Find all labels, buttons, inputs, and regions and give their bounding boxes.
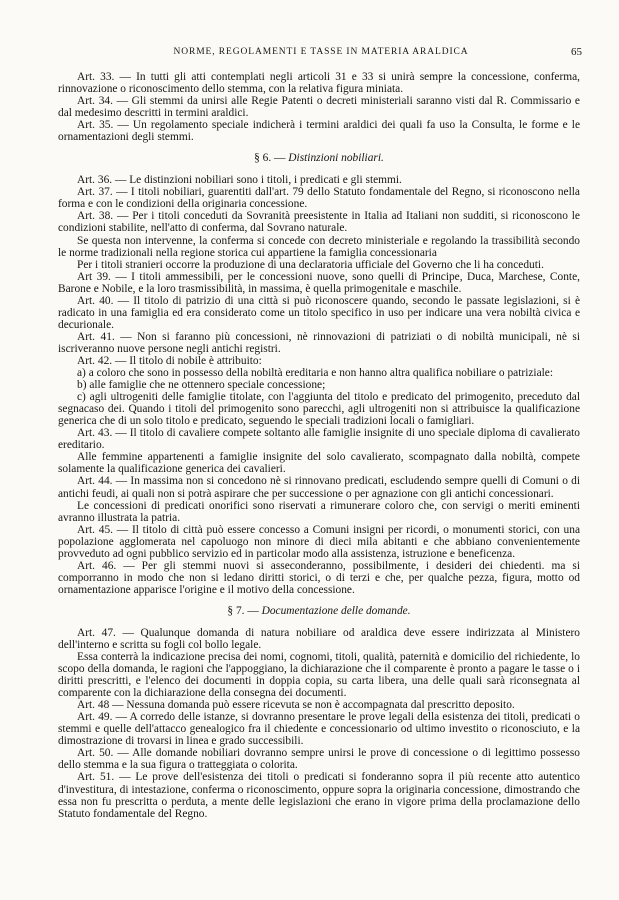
section-title: Documentazione delle domande. <box>261 604 411 617</box>
section-heading <box>58 605 580 617</box>
page-number: 65 <box>571 46 582 58</box>
paragraph: Art. 35. — Un regolamento speciale indicherà i termini araldici dei quali fa uso la Consulta, le forme e le ornamentazioni degli stemmi. <box>58 119 580 144</box>
paragraph: Art. 49. — A corredo delle istanze, si dovranno presentare le prove legali della esistenza dei titoli, predicati o stemmi e quelle dell'attacco genealogico fra il chiedente e concessionario od ultimo investito o riconosciuto, e la dimostrazione di trovarsi in linea e grado successibili. <box>58 711 580 748</box>
paragraph: Art. 51. — Le prove dell'esistenza dei titoli o predicati si fonderanno sopra il più recente atto autentico d'investitura, di intestazione, conferma o riconoscimento, oppure sopra la originaria concessione, dimostrando che essa non fu prescritta o perduta, a mente delle legislazioni che erano in vigore prima della proclamazione dello Statuto fondamentale del Regno. <box>58 771 580 820</box>
paragraph: Art. 46. — Per gli stemmi nuovi si asseconderanno, possibilmente, i desideri dei chiedenti. ma si comporranno in modo che non si ledano diritti storici, o di terzi e che, per qualche pezza, figura, motto od ornamentazione apparisce l'origine e il motivo della concessione. <box>58 559 580 596</box>
paragraph: Art. 45. — Il titolo di città può essere concesso a Comuni insigni per ricordi, o monumenti storici, con una popolazione agglomerata nel capoluogo non minore di dieci mila abitanti e che abbiano convenientemente provveduto ad ogni pubblico servizio ed in particolar modo alla assistenza, istruzione e beneficenza. <box>58 523 580 560</box>
paragraph: Art. 47. — Qualunque domanda di natura nobiliare od araldica deve essere indirizzata al Ministero dell'interno e scritta su fogli col bollo legale. <box>58 626 580 651</box>
running-header <box>60 47 582 61</box>
paragraph: Art. 34. — Gli stemmi da unirsi alle Regie Patenti o decreti ministeriali saranno visti dal R. Commissario e dal medesimo descritti in termini araldici. <box>58 95 580 120</box>
paragraph: Se questa non intervenne, la conferma si concede con decreto ministeriale e regolando la trassibilità secondo le norme tradizionali nella regione storica cui appartiene la famiglia concessionaria <box>58 234 580 259</box>
running-title: NORME, REGOLAMENTI E TASSE IN MATERIA ARALDICA <box>173 47 469 57</box>
list-item: c) agli ultrogeniti delle famiglie titolate, con l'aggiunta del titolo e predicato del primogenito, preceduto dal segnacaso dei. Quando i titoli del primogenito sono parecchi, agli ultrogeniti non si attribuisce la qualificazione generica che di un solo titolo e predicato, seguendo le speciali tradizioni locali o famigliari. <box>58 391 580 428</box>
list-item: b) alle famiglie che ne ottennero speciale concessione; <box>77 379 326 392</box>
paragraph: Alle femmine appartenenti a famiglie insignite del solo cavalierato, scompagnato dalla nobiltà, compete solamente la qualificazione generica dei cavalieri. <box>58 451 580 476</box>
section-number: § 6. — <box>254 152 286 165</box>
paragraph: Per i titoli stranieri occorre la produzione di una declaratoria ufficiale del Governo che li ha conceduti. <box>77 258 544 271</box>
section-number: § 7. — <box>227 604 259 617</box>
paragraph: Art. 33. — In tutti gli atti contemplati negli articoli 31 e 33 si unirà sempre la concessione, conferma, rinnovazione o riconoscimento dello stemma, con la relativa figura miniata. <box>58 71 580 96</box>
paragraph: Art. 36. — Le distinzioni nobiliari sono i titoli, i predicati e gli stemmi. <box>77 174 402 187</box>
paragraph: Art. 38. — Per i titoli conceduti da Sovranità preesistente in Italia ad Italiani non sudditi, si riconoscono le condizioni stabilite, nell'atto di conferma, dal Sovrano naturale. <box>58 210 580 235</box>
section-title: Distinzioni nobiliari. <box>288 152 384 165</box>
section-heading <box>58 152 580 164</box>
paragraph: Le concessioni di predicati onorifici sono riservati a rimunerare coloro che, con servigi o meriti eminenti avranno illustrata la patria. <box>58 499 580 524</box>
paragraph: Art 39. — I titoli ammessibili, per le concessioni nuove, sono quelli di Principe, Duca, Marchese, Conte, Barone e Nobile, e la loro trasmissibilità, in massima, è quella primogenitale e maschile. <box>58 270 580 295</box>
paragraph: Art. 44. — In massima non si concedono nè si rinnovano predicati, escludendo sempre quelli di Comuni o di antichi feudi, ai quali non si potrà aspirare che per successione o per agnazione con gli antichi concessionari. <box>58 475 580 500</box>
paragraph: Art. 43. — Il titolo di cavaliere compete soltanto alle famiglie insignite di uno speciale diploma di cavalierato ereditario. <box>58 427 580 452</box>
paragraph: Art. 40. — Il titolo di patrizio di una città si può riconoscere quando, secondo le passate legislazioni, si è radicato in una famiglia ed era considerato come un titolo specifico in uso per indicare una vera nobiltà civica e decurionale. <box>58 294 580 331</box>
paragraph: Art. 50. — Alle domande nobiliari dovranno sempre unirsi le prove di concessione o di legittimo possesso dello stemma e la sua figura o tratteggiata o colorita. <box>58 747 580 772</box>
paragraph: Art. 42. — Il titolo di nobile è attribuito: <box>77 354 262 367</box>
paragraph: Essa conterrà la indicazione precisa dei nomi, cognomi, titoli, qualità, paternità e domicilio del richiedente, lo scopo della domanda, le ragioni che l'appoggiano, la dichiarazione che il comparente è pronto a pagare le tasse o i diritti prescritti, e l'elenco dei documenti in doppia copia, su carta libera, una delle quali sarà riconsegnata al comparente con la dichiarazione della consegna dei documenti. <box>58 651 580 700</box>
paragraph: Art. 37. — I titoli nobiliari, guarentiti dall'art. 79 dello Statuto fondamentale del Regno, si riconoscono nella forma e con le condizioni della originaria concessione. <box>58 186 580 211</box>
list-item: a) a coloro che sono in possesso della nobiltà ereditaria e non hanno altra qualifica nobiliare o patriziale: <box>77 367 554 380</box>
paragraph: Art. 41. — Non si faranno più concessioni, nè rinnovazioni di patriziati o di nobiltà municipali, nè si iscriveranno nuove persone negli antichi registri. <box>58 330 580 355</box>
document-body <box>58 71 580 820</box>
paragraph: Art. 48 — Nessuna domanda può essere ricevuta se non è accompagnata dal prescritto deposito. <box>77 699 515 712</box>
